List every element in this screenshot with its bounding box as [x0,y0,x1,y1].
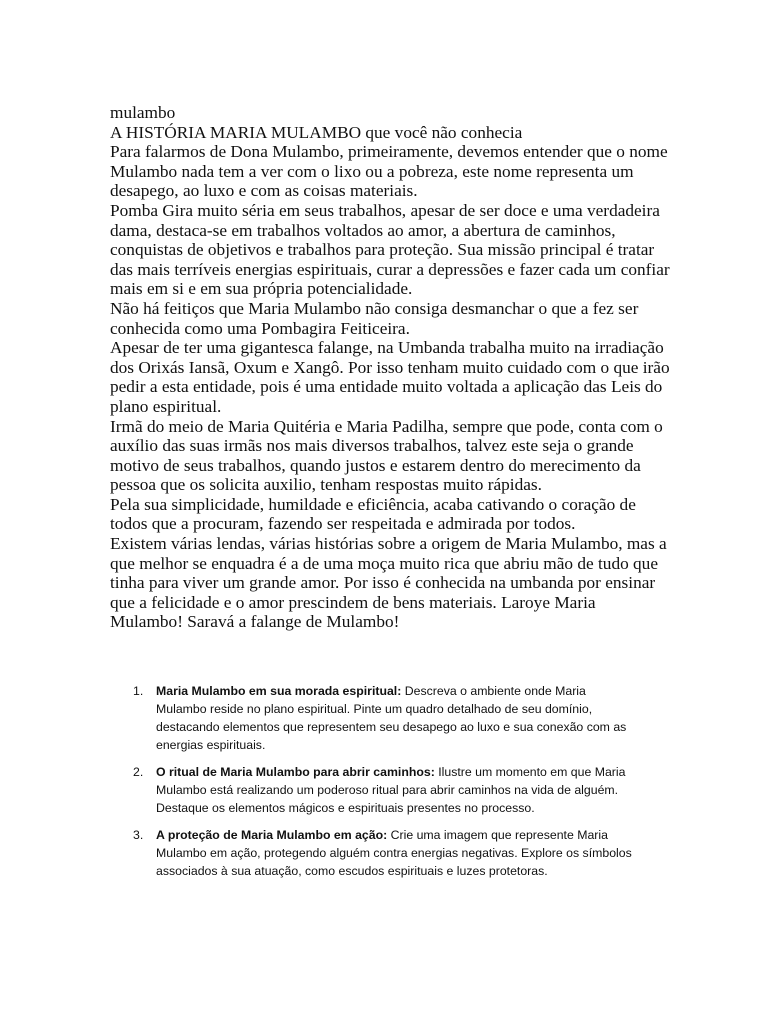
prompt-list [128,682,638,889]
list-item-title: Maria Mulambo em sua morada espiritual: [156,684,402,698]
article-title: A HISTÓRIA MARIA MULAMBO que você não conhecia [110,122,523,142]
list-item-number: 2. [133,765,144,779]
list-item-title: O ritual de Maria Mulambo para abrir caminhos: [156,765,435,779]
list-item [128,763,638,817]
list-item-text: Ilustre um momento em que Maria Mulambo está realizando um poderoso ritual para abrir caminhos na vida de alguém. Destaque os elementos mágicos e espirituais presentes no processo. [156,765,626,815]
list-item-number: 3. [133,828,144,842]
list-item-number: 1. [133,684,144,698]
keyword-line: mulambo [110,103,176,122]
list-item [128,682,638,754]
list-item-text: Crie uma imagem que represente Maria Mulambo em ação, protegendo alguém contra energias negativas. Explore os símbolos associados à sua atuação, como escudos espirituais e luzes protetoras. [156,828,632,878]
article-body [110,103,670,632]
paragraph: Pela sua simplicidade, humildade e eficiência, acaba cativando o coração de todos que a procuram, fazendo ser respeitada e admirada por todos. [110,494,636,534]
paragraph: Apesar de ter uma gigantesca falange, na Umbanda trabalha muito na irradiação dos Orixás Iansã, Oxum e Xangô. Por isso tenham muito cuidado com o que irão pedir a esta entidade, pois é uma entidade muito voltada a aplicação das Leis do plano espiritual. [110,338,670,416]
paragraph: Existem várias lendas, várias histórias sobre a origem de Maria Mulambo, mas a que melhor se enquadra é a de uma moça muito rica que abriu mão de tudo que tinha para viver um grande amor. Por isso é conhecida na umbanda por ensinar que a felicidade e o amor prescindem de bens materiais. Laroye Maria Mulambo! Saravá a falange de Mulambo! [110,534,667,632]
list-item-text: Descreva o ambiente onde Maria Mulambo reside no plano espiritual. Pinte um quadro detalhado de seu domínio, destacando elementos que representem seu desapego ao luxo e sua conexão com as energias espirituais. [156,684,627,752]
paragraph: Irmã do meio de Maria Quitéria e Maria Padilha, sempre que pode, conta com o auxílio das suas irmãs nos mais diversos trabalhos, talvez este seja o grande motivo de seus trabalhos, quando justos e estarem dentro do merecimento da pessoa que os solicita auxilio, tenham respostas muito rápidas. [110,416,663,495]
paragraph: Para falarmos de Dona Mulambo, primeiramente, devemos entender que o nome Mulambo nada tem a ver com o lixo ou a pobreza, este nome representa um desapego, ao luxo e com as coisas materiais. [110,142,668,201]
list-item [128,826,638,880]
paragraph: Pomba Gira muito séria em seus trabalhos, apesar de ser doce e uma verdadeira dama, destaca-se em trabalhos voltados ao amor, a abertura de caminhos, conquistas de objetivos e trabalhos para proteção. Sua missão principal é tratar das mais terríveis energias espirituais, curar a depressões e fazer cada um confiar mais em si e em sua própria potencialidade. [110,200,670,299]
paragraph: Não há feitiços que Maria Mulambo não consiga desmanchar o que a fez ser conhecida como uma Pombagira Feiticeira. [110,298,639,338]
list-item-title: A proteção de Maria Mulambo em ação: [156,828,388,842]
